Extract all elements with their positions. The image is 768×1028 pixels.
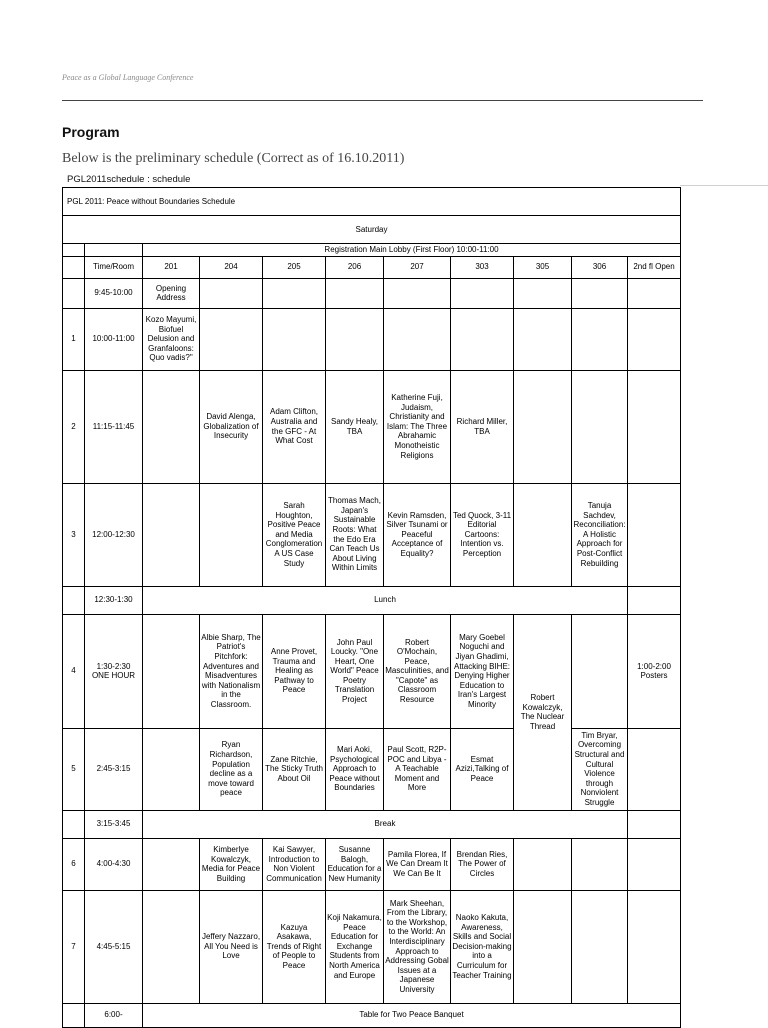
session-cell: Paul Scott, R2P- POC and Libya - A Teachable Moment and More [384,728,451,810]
session-number: 6 [63,838,85,890]
session-cell: Thomas Mach, Japan's Sustainable Roots: What the Edo Era Can Teach Us About Living Within Limits [326,483,384,586]
session-time: 4:00-4:30 [85,838,143,890]
session-row-5 [63,728,681,810]
session-cell: John Paul Loucky. "One Heart, One World" Peace Poetry Translation Project [326,614,384,728]
conference-name: Peace as a Global Language Conference [62,73,194,82]
session-cell: Tim Bryar, Overcoming Structural and Cultural Violence through Nonviolent Struggle [572,728,628,810]
session-number: 4 [63,614,85,728]
column-header: 206 [326,256,384,278]
column-header: 207 [384,256,451,278]
session-time: 10:00-11:00 [85,308,143,370]
session-number: 3 [63,483,85,586]
session-cell: Sarah Houghton, Positive Peace and Media Conglomeration A US Case Study [263,483,326,586]
banquet-row [63,1003,681,1027]
session-cell: Naoko Kakuta, Awareness, Skills and Social Decision-making into a Curriculum for Teacher Training [451,890,514,1003]
session-row-1 [63,308,681,370]
session-time-range: 1:30-2:30 [96,661,131,671]
session-cell: David Alenga, Globalization of Insecurity [200,370,263,483]
lunch-row [63,586,681,614]
table-cell [63,244,85,257]
embedded-sheet-label: PGL2011schedule : schedule [67,174,191,185]
registration-row [63,244,681,257]
session-time: 12:00-12:30 [85,483,143,586]
break-row [63,810,681,838]
session-cell: Mary Goebel Noguchi and Jiyan Ghadimi, Attacking BIHE: Denying Higher Education to Iran's Largest Minority [451,614,514,728]
session-time: 9:45-10:00 [85,278,143,308]
header-divider [62,100,703,101]
session-duration-note: ONE HOUR [91,671,136,681]
column-header: 2nd fl Open [628,256,681,278]
break-label: Break [143,810,628,838]
session-row-opening [63,278,681,308]
session-cell: Anne Provet, Trauma and Healing as Pathway to Peace [263,614,326,728]
session-cell: Ryan Richardson, Population decline as a move toward peace [200,728,263,810]
column-header: 305 [514,256,572,278]
session-cell: Adam Clifton, Australia and the GFC - At What Cost [263,370,326,483]
schedule-table [62,187,681,1028]
session-cell: Mark Sheehan, From the Library, to the Workshop, to the World: An Interdisciplinary Approach to Addressing Gobal Issues at a Japanese University [384,890,451,1003]
column-header: 204 [200,256,263,278]
session-cell: Jeffery Nazzaro, All You Need is Love [200,890,263,1003]
session-cell: 1:00-2:00 Posters [628,614,681,728]
session-cell: Esmat Azizi,Talking of Peace [451,728,514,810]
table-cell [85,244,143,257]
day-label: Saturday [63,216,681,244]
column-header: 306 [572,256,628,278]
session-time: 12:30-1:30 [85,586,143,614]
session-time: 4:45-5:15 [85,890,143,1003]
session-number: 7 [63,890,85,1003]
table-cell [63,278,85,308]
column-header: Time/Room [85,256,143,278]
session-cell: Brendan Ries, The Power of Circles [451,838,514,890]
column-header: 303 [451,256,514,278]
session-cell: Robert Kowalczyk, The Nuclear Thread [514,614,572,810]
session-cell: Sandy Healy, TBA [326,370,384,483]
session-time: 3:15-3:45 [85,810,143,838]
session-cell: Kevin Ramsden, Silver Tsunami or Peaceful Acceptance of Equality? [384,483,451,586]
session-cell: Pamila Florea, If We Can Dream It We Can Be It [384,838,451,890]
session-row-3 [63,483,681,586]
lunch-label: Lunch [143,586,628,614]
session-cell: Kimberlye Kowalczyk, Media for Peace Building [200,838,263,890]
page-title: Program [62,124,120,140]
schedule-title-row [63,188,681,216]
page-subtitle: Below is the preliminary schedule (Correct as of 16.10.2011) [62,151,405,166]
schedule-title: PGL 2011: Peace without Boundaries Schedule [63,188,681,216]
session-cell: Zane Ritchie, The Sticky Truth About Oil [263,728,326,810]
day-row [63,216,681,244]
session-cell: Tanuja Sachdev, Reconciliation: A Holistic Approach for Post-Conflict Rebuilding [572,483,628,586]
session-cell: Katherine Fuji, Judaism, Christianity and Islam: The Three Abrahamic Monotheistic Religions [384,370,451,483]
session-cell: Albie Sharp, The Patriot's Pitchfork: Adventures and Misadventures with Nationalism in the Classroom. [200,614,263,728]
session-cell: Ted Quock, 3-11 Editorial Cartoons: Intention vs. Perception [451,483,514,586]
side-divider [680,185,768,186]
session-number: 2 [63,370,85,483]
session-cell: Susanne Balogh, Education for a New Humanity [326,838,384,890]
session-cell: Kozo Mayumi, Biofuel Delusion and Granfaloons: Quo vadis?" [143,308,200,370]
registration-info: Registration Main Lobby (First Floor) 10:00-11:00 [143,244,681,257]
session-cell: Opening Address [143,278,200,308]
session-row-7 [63,890,681,1003]
session-number: 1 [63,308,85,370]
session-cell: Richard Miller, TBA [451,370,514,483]
session-row-2 [63,370,681,483]
session-time: 11:15-11:45 [85,370,143,483]
session-cell: Koji Nakamura, Peace Education for Exchange Students from North America and Europe [326,890,384,1003]
session-cell: Robert O'Mochain, Peace, Masculinities, and "Capote" as Classroom Resource [384,614,451,728]
session-cell: Kai Sawyer, Introduction to Non Violent Communication [263,838,326,890]
session-time [85,614,143,728]
session-row-6 [63,838,681,890]
session-number: 5 [63,728,85,810]
session-row-4 [63,614,681,728]
column-header: 201 [143,256,200,278]
session-cell: Mari Aoki, Psychological Approach to Peace without Boundaries [326,728,384,810]
session-cell: Kazuya Asakawa, Trends of Right of People to Peace [263,890,326,1003]
table-cell [63,256,85,278]
banquet-label: Table for Two Peace Banquet [143,1003,681,1027]
session-time: 2:45-3:15 [85,728,143,810]
column-header: 205 [263,256,326,278]
column-header-row [63,256,681,278]
session-time: 6:00- [85,1003,143,1027]
